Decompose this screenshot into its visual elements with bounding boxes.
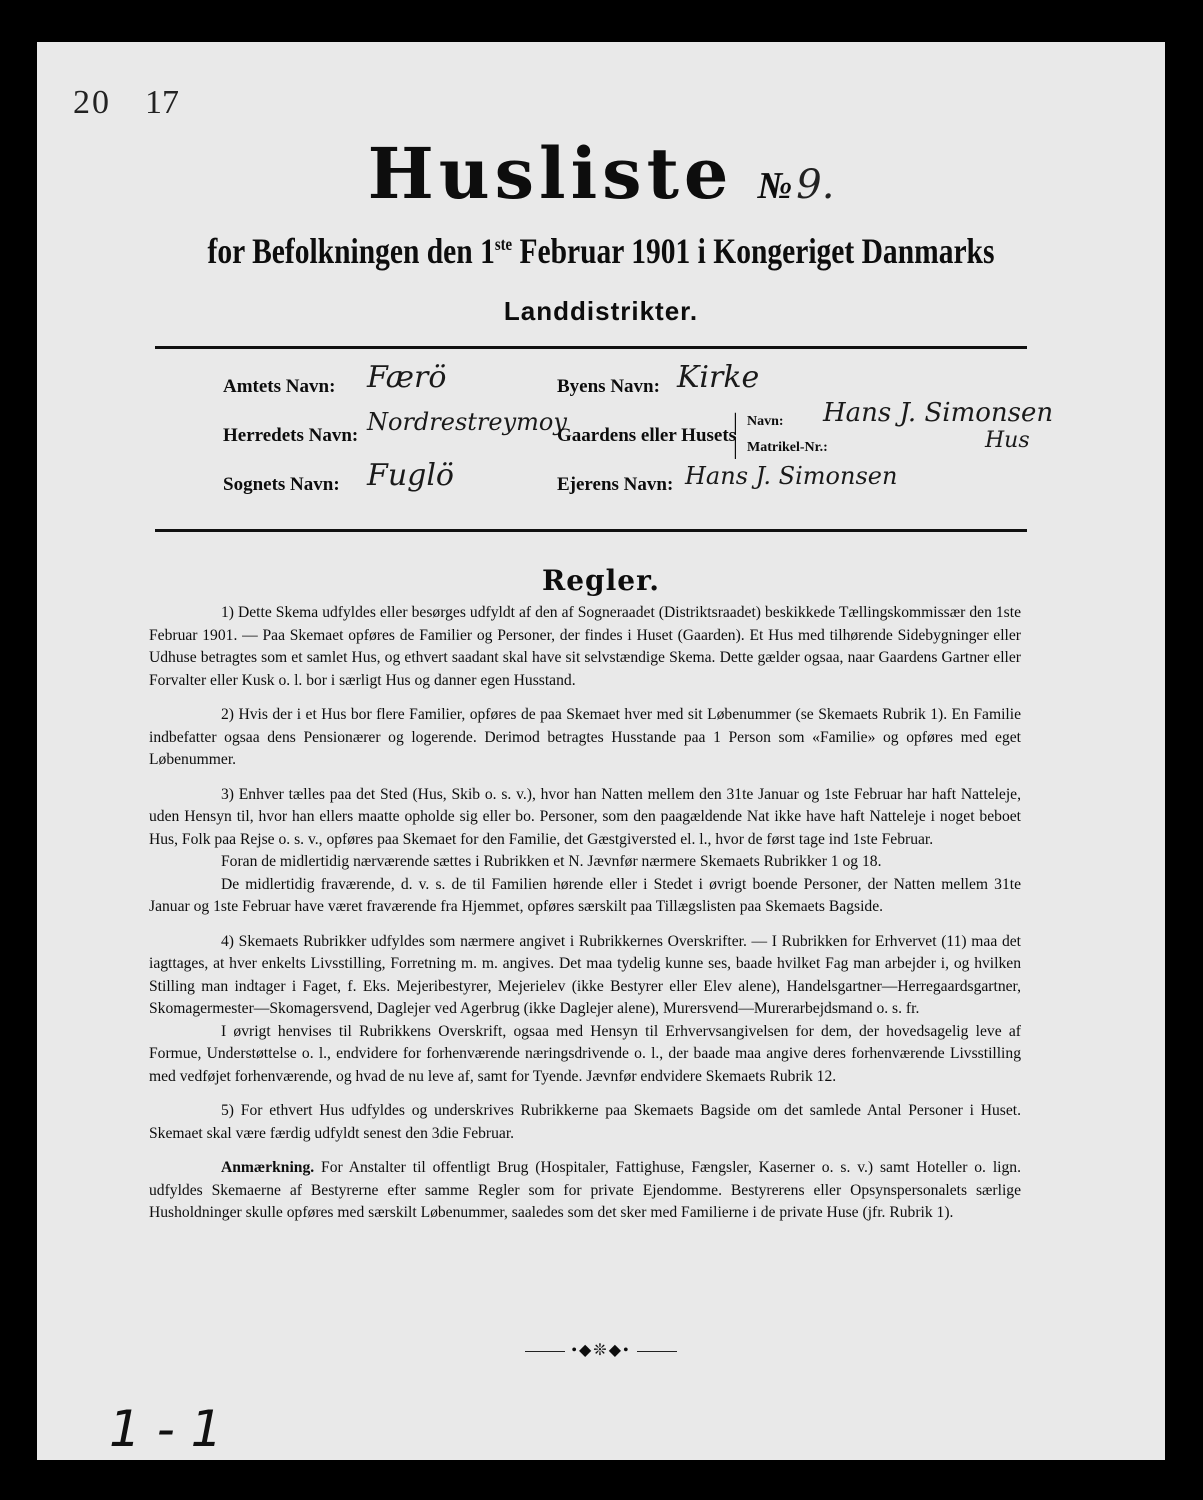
archive-stamp-right: 17 xyxy=(145,84,179,121)
rule-3a: 3) Enhver tælles paa det Sted (Hus, Skib o. s. v.), hvor han Natten mellem den 31te Januar og 1ste Februar har haft Natteleje, uden Hensyn til, hvor han ellers maatte opholde sig eller bo. Personer, som den paagældende Nat ikke have haft Natteleje i noget beboet Hus, Folk paa Rejse o. s. v., opføres paa Skemaet for den Familie, det Gæstgiversted el. l., hvor de først tage ind 1ste Februar. xyxy=(149,785,1021,848)
brace-matrikel: | xyxy=(733,434,738,460)
rule-5: 5) For ethvert Hus udfyldes og underskrives Rubrikkerne paa Skemaets Bagside om det samlede Antal Personer i Huset. Skemaet skal være færdig udfyldt senest den 3die Februar. xyxy=(149,1102,1021,1142)
ornament-line-right xyxy=(637,1351,677,1352)
number-sign: № xyxy=(757,165,793,207)
rule-3b: Foran de midlertidig nærværende sættes i Rubrikken et N. Jævnfør nærmere Skemaets Rubrikker 1 og 18. xyxy=(221,853,882,870)
rules-heading: Regler. xyxy=(541,564,661,597)
brace-navn: | xyxy=(733,410,738,436)
byens-value: Kirke xyxy=(677,360,760,395)
sogn-label: Sognets Navn: xyxy=(223,474,340,495)
ornament-glyph: •◆❊◆• xyxy=(571,1342,631,1359)
district-heading: Landdistrikter. xyxy=(503,296,699,326)
matrikel-label: Matrikel-Nr.: xyxy=(747,440,828,455)
herred-value: Nordrestreymoy xyxy=(367,408,567,436)
note xyxy=(149,1157,1021,1225)
subtitle xyxy=(139,230,1064,272)
ornament-divider xyxy=(37,1340,1165,1360)
subtitle-sup: ste xyxy=(494,234,513,254)
bottom-divider xyxy=(155,529,1027,532)
rule-1: 1) Dette Skema udfyldes eller besørges udfyldt af den af Sogneraadet (Distriktsraadet) beskikkede Tællingskommissær den 1ste Februar 1901. — Paa Skemaet opføres de Familier og Personer, der findes i Huset (Gaarden). Et Hus med tilhørende Sidebygninger eller Udhuse betragtes som et samlet Hus, og ethvert saadant skal have sit selvstændige Skema. Dette gælder ogsaa, naar Gaardens Gartner eller Forvalter eller Kusk o. l. bor i særligt Hus og danner egen Husstand. xyxy=(149,604,1021,689)
rule-2: 2) Hvis der i et Hus bor flere Familier, opføres de paa Skemaet hver med sit Løbenummer (se Skemaets Rubrik 1). En Familie indbefatter ogsaa dens Pensionærer og logerende. Derimod betragtes Husstande paa 1 Person som «Familie» og opføres med eget Løbenummer. xyxy=(149,706,1021,768)
byens-label: Byens Navn: xyxy=(557,376,660,397)
subtitle-post: Februar 1901 i Kongeriget Danmarks xyxy=(512,231,995,271)
rule-4b: I øvrigt henvises til Rubrikkens Overskrift, ogsaa med Hensyn til Erhvervsangivelsen for dem, der hovedsagelig leve af Formue, Understøttelse o. l., endvidere for forhenværende næringsdrivende o. l., der baade maa angive deres forhenværende Livsstilling med vedføjet forhenværende, og hvad de nu leve af, samt for Tyende. Jævnfør endvidere Skemaets Rubrik 12. xyxy=(149,1022,1021,1085)
amt-label: Amtets Navn: xyxy=(223,376,336,397)
rules-text xyxy=(149,602,1021,1237)
note-text: For Anstalter til offentligt Brug (Hospitaler, Fattighuse, Fængsler, Kaserner o. s. v.) samt Hoteller o. lign. udfyldes Skemaerne af Bestyrerne efter samme Regler som for private Ejendomme. Bestyrerens eller Opsynspersonalets særlige Husholdninger skulle opføres med særskilt Løbenummer, saaledes som det sker med Familierne i de private Huse (jfr. Rubrik 1). xyxy=(149,1159,1021,1221)
navn-label: Navn: xyxy=(747,414,784,429)
ornament-line-left xyxy=(525,1351,565,1352)
page-title: Husliste xyxy=(367,132,734,215)
ejer-value: Hans J. Simonsen xyxy=(685,462,898,490)
house-number: 9. xyxy=(796,162,835,208)
rule-3c: De midlertidig fraværende, d. v. s. de til Familien hørende eller i Stedet i øvrigt boende Personer, der Natten mellem 31te Januar og 1ste Februar have været fraværende fra Hjemmet, opføres særskilt paa Tillægslisten paa Skemaets Bagside. xyxy=(149,875,1021,915)
navn-value: Hans J. Simonsen xyxy=(823,398,1054,428)
amt-value: Færö xyxy=(367,360,447,395)
herred-label: Herredets Navn: xyxy=(223,425,359,446)
archive-stamp-left: 20 xyxy=(73,84,111,121)
ejer-label: Ejerens Navn: xyxy=(557,474,674,495)
note-label: Anmærkning. xyxy=(221,1159,315,1176)
rule-4a: 4) Skemaets Rubrikker udfyldes som nærmere angivet i Rubrikkernes Overskrifter. — I Rubrikken for Erhvervet (11) maa det iagttages, at hver enkelts Livsstilling, Forretning m. m. angives. Det maa tydelig kunne ses, baade hvilket Fag man arbejder i, og hvilken Stilling man indtager i Faget, f. Eks. Mejeribestyrer, Mejerielev (ikke Bestyrer eller Elev alene), Handelsgartner—Herregaardsgartner, Skomagermester—Skomagersvend, Daglejer ved Agerbrug (ikke Daglejer alene), Murersvend—Murerarbejdsmand o. s. fr. xyxy=(149,932,1021,1017)
sogn-value: Fuglö xyxy=(367,458,454,493)
navn-value-2: Hus xyxy=(985,428,1030,453)
census-form-page xyxy=(37,42,1165,1460)
handwritten-page-ref: 1 - 1 xyxy=(109,1400,223,1458)
subtitle-pre: for Befolkningen den 1 xyxy=(207,231,495,271)
title-block xyxy=(37,132,1165,215)
gaard-label: Gaardens eller Husets xyxy=(557,425,737,446)
top-divider xyxy=(155,346,1027,349)
